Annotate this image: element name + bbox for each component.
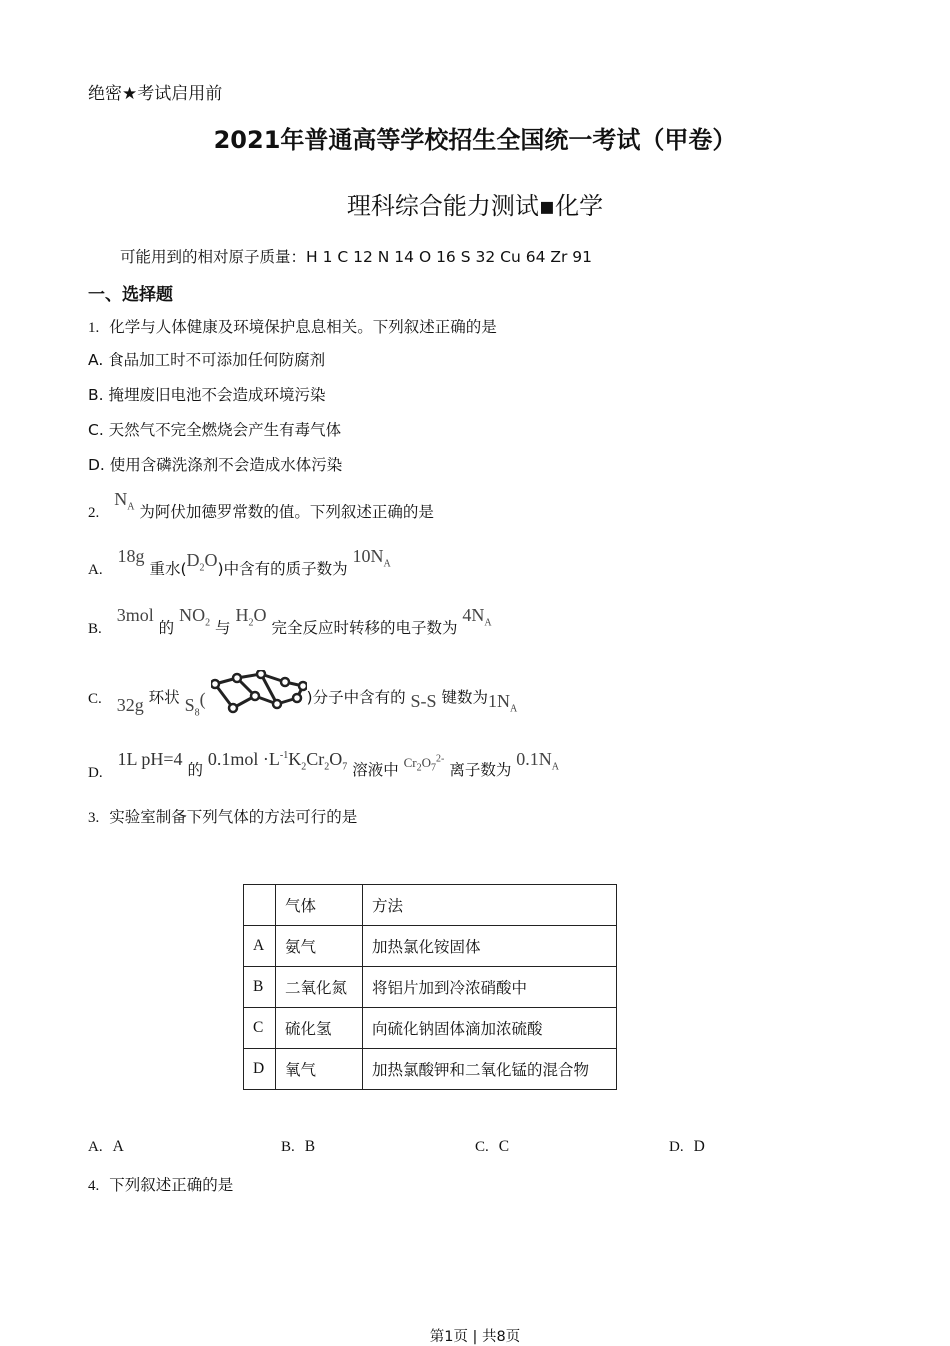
- table-cell: 氧气: [276, 1049, 363, 1090]
- q2-option-c: C. 32g 环状 $S_8$( )分子中含有的 S-S 键数为$1N_A$: [88, 676, 517, 720]
- table-cell: D: [244, 1049, 276, 1090]
- q1-option-b: B. 掩埋废旧电池不会造成环境污染: [88, 386, 326, 404]
- question-stem: 实验室制备下列气体的方法可行的是: [109, 808, 358, 826]
- question-stem: 化学与人体健康及环境保护息息相关。下列叙述正确的是: [109, 318, 497, 336]
- table-cell: 硫化氢: [276, 1008, 363, 1049]
- table-cell: C: [244, 1008, 276, 1049]
- table-cell: 加热氯酸钾和二氧化锰的混合物: [363, 1049, 617, 1090]
- question-1: [88, 315, 497, 337]
- table-cell: 加热氯化铵固体: [363, 926, 617, 967]
- q3-answer-b: B. B: [281, 1138, 316, 1155]
- question-stem: 为阿伏加德罗常数的值。下列叙述正确的是: [139, 503, 434, 521]
- table-header-cell: 方法: [363, 885, 617, 926]
- q1-option-d: D. 使用含磷洗涤剂不会造成水体污染: [88, 456, 343, 474]
- q3-answer-a: A. A: [88, 1138, 124, 1155]
- question-number: 1.: [88, 320, 100, 336]
- question-number: 2.: [88, 505, 100, 521]
- q2-option-d: D. 1L pH=4 的 $0.1mol \cdot L^{-1}K_2Cr_2O_7$ 溶液中 $Cr_2O_7^{2-}$ 离子数为 $0.1N_A$: [88, 749, 559, 781]
- table-row: [244, 967, 617, 1008]
- table-cell: 二氧化氮: [276, 967, 363, 1008]
- section-title: 一、选择题: [88, 285, 173, 305]
- exam-title: 2021年普通高等学校招生全国统一考试（甲卷）: [213, 126, 737, 154]
- q2-option-b: B. 3mol 的 $NO_2$ 与 $H_2O$ 完全反应时转移的电子数为 $4N_A$: [88, 605, 492, 637]
- na-symbol: $N_A$: [114, 489, 135, 513]
- table-row: [244, 926, 617, 967]
- s8-ring-molecule-icon: [211, 670, 307, 714]
- q2-option-a: A. 18g 重水$(D_2O)$中含有的质子数为 $10N_A$: [88, 546, 391, 578]
- table-row: [244, 1049, 617, 1090]
- table-cell: 氨气: [276, 926, 363, 967]
- table-header-cell: 气体: [276, 885, 363, 926]
- question-4: [88, 1173, 233, 1195]
- q1-option-c: C. 天然气不完全燃烧会产生有毒气体: [88, 421, 342, 439]
- top-secret-label: 绝密★考试启用前: [88, 84, 223, 104]
- q3-answer-c: C. C: [475, 1138, 510, 1155]
- table-cell: 向硫化钠固体滴加浓硫酸: [363, 1008, 617, 1049]
- question-stem: 下列叙述正确的是: [109, 1176, 234, 1194]
- q1-option-a: A. 食品加工时不可添加任何防腐剂: [88, 351, 326, 369]
- table-header-row: [244, 885, 617, 926]
- question-3: [88, 805, 357, 827]
- table-cell: 将铝片加到冷浓硝酸中: [363, 967, 617, 1008]
- question-number: 4.: [88, 1178, 100, 1194]
- table-header-cell: [244, 885, 276, 926]
- question-2: [88, 488, 434, 521]
- question-number: 3.: [88, 810, 100, 826]
- gas-method-table: [243, 884, 617, 1090]
- subject-title: 理科综合能力测试▪化学: [346, 192, 604, 220]
- q3-answer-d: D. D: [669, 1138, 705, 1155]
- table-cell: B: [244, 967, 276, 1008]
- page-footer: 第1页 | 共8页: [429, 1329, 521, 1345]
- table-cell: A: [244, 926, 276, 967]
- atomic-masses: 可能用到的相对原子质量：H 1 C 12 N 14 O 16 S 32 Cu 64 Zr 91: [120, 248, 593, 266]
- table-row: [244, 1008, 617, 1049]
